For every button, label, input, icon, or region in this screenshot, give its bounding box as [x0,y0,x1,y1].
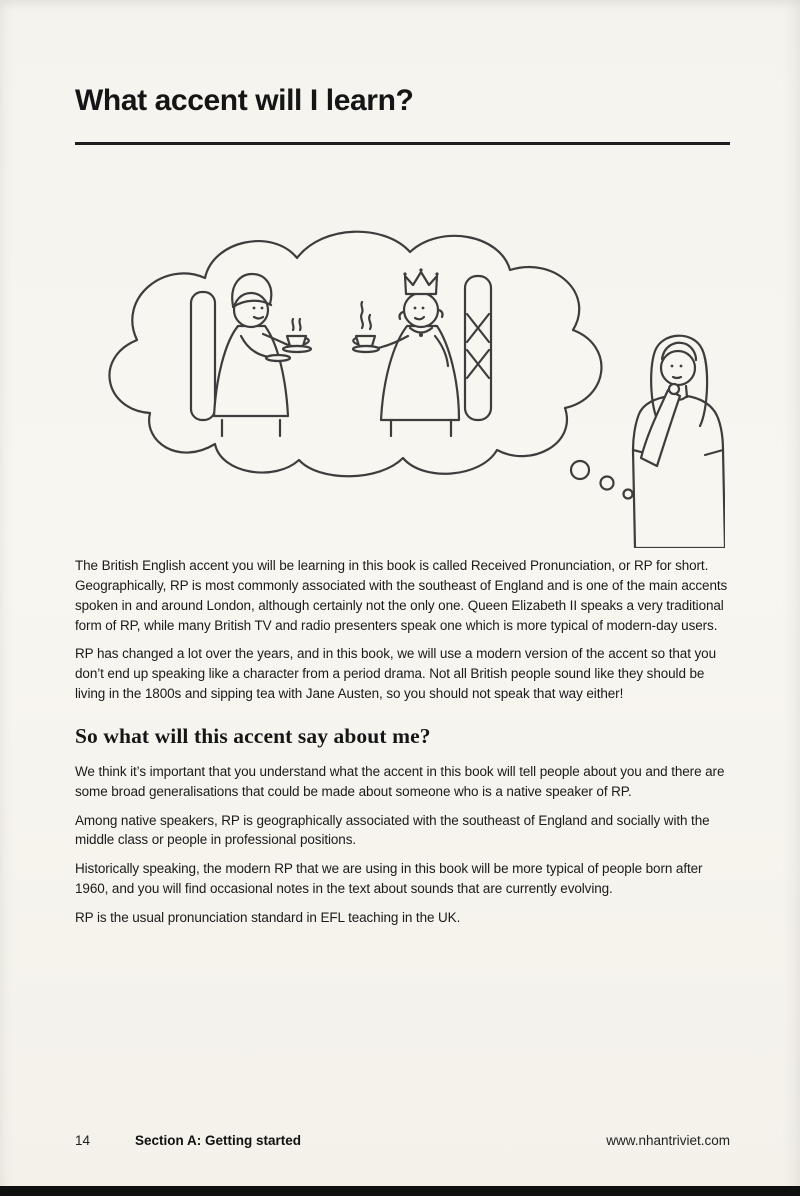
page-body [75,556,733,937]
intro-paragraph-1: The British English accent you will be learning in this book is called Received Pronunciation, or RP for short. Geographically, RP is most commonly associated with the southeast of England and is one of the main accents spoken in and around London, although certainly not the only one. Queen Elizabeth II speaks a very traditional form of RP, while many British TV and radio presenters speak one which is more typical of modern-day users. [75,558,728,633]
body-paragraph-2: Among native speakers, RP is geographically associated with the southeast of England and socially with the middle class or people in professional positions. [75,812,710,848]
section-label: Section A: Getting started [135,1133,302,1148]
body-paragraph-3: Historically speaking, the modern RP that we are using in this book will be more typical of people born after 1960, and you will find occasional notes in the text about sounds that are currently evolving. [75,861,703,897]
thinking-woman-figure [633,336,725,548]
thought-cloud [109,232,601,477]
thought-bubble-trail [571,461,633,499]
intro-paragraph-2: RP has changed a lot over the years, and in this book, we will use a modern version of the accent so that you don’t end up speaking like a character from a period drama. Not all British people sound like they should be living in the 1800s and sipping tea with Jane Austen, so you should not speak that way either! [75,646,716,702]
body-paragraph-4: RP is the usual pronunciation standard in EFL teaching in the UK. [75,909,461,925]
tea-with-queen-illustration [75,218,725,548]
page-number: 14 [75,1133,91,1148]
website-url: www.nhantriviet.com [606,1133,730,1148]
scan-edge-bar [0,1186,800,1196]
page-title: What accent will I learn? [75,84,414,117]
title-rule [75,142,730,145]
body-paragraph-1: We think it’s important that you understand what the accent in this book will tell people about you and there are some broad generalisations that could be made about someone who is a native speaker of RP. [75,763,725,799]
illustration-svg [75,218,725,548]
page-footer [75,1133,730,1148]
page-header [75,84,730,145]
section-subheading: So what will this accent say about me? [75,723,431,748]
